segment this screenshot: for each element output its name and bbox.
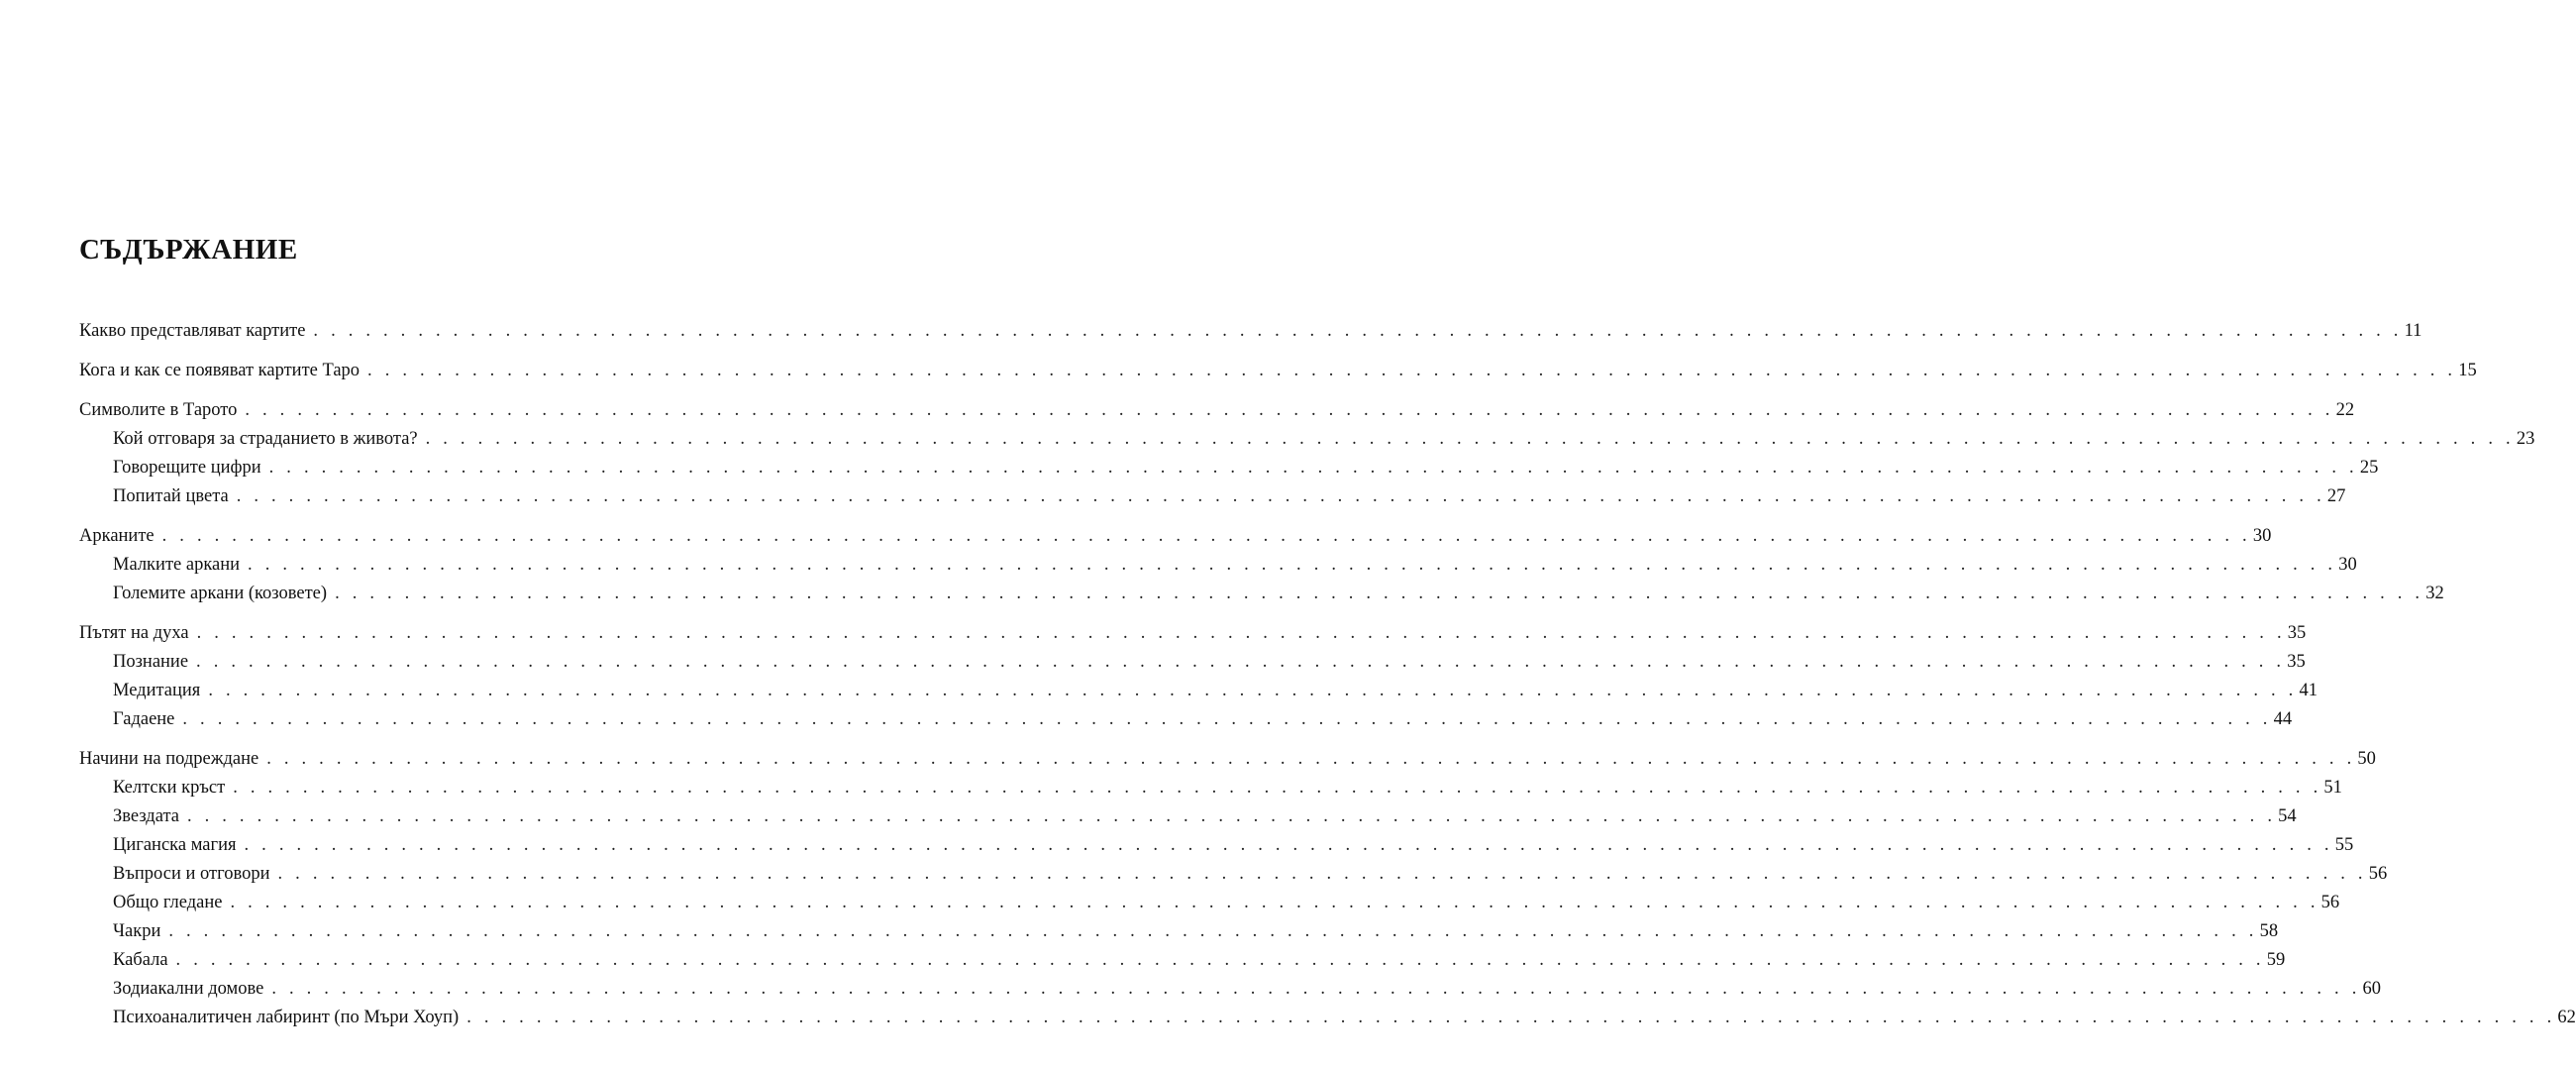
toc-page-number: 54 [2276,802,2297,831]
toc-subentry [79,831,2354,860]
toc-entry [79,745,2376,774]
dot-leader: . . . . . . . . . . . . . . . . . . . . . . . . . . . . . . . . . . . . . . . . . . . . . . . . . . . . . . . . . . . . . . . . . . . . . . . . . . . . . . . . . . . . . . . . . . . . . . . . . . . . . . . . . . . . . . . . . . . . . . . . [277,864,2367,884]
toc-entry [79,522,2272,551]
dot-leader: . . . . . . . . . . . . . . . . . . . . . . . . . . . . . . . . . . . . . . . . . . . . . . . . . . . . . . . . . . . . . . . . . . . . . . . . . . . . . . . . . . . . . . . . . . . . . . . . . . . . . . . . . . . . . . . . . . . . . . . . [196,623,2286,643]
toc-entry-label: Кабала [113,946,176,975]
toc-subentry [79,425,2535,454]
toc-subentry [79,1004,2576,1032]
dot-leader: . . . . . . . . . . . . . . . . . . . . . . . . . . . . . . . . . . . . . . . . . . . . . . . . . . . . . . . . . . . . . . . . . . . . . . . . . . . . . . . . . . . . . . . . . . . . . . . . . . . . . . . . . . . . . . . . . . . . . . . . [196,652,2286,672]
toc-page-number: 23 [2515,425,2535,454]
toc-subentry [79,648,2306,677]
toc-entry-label: Арканите [79,522,162,551]
toc-entry-label: Малките аркани [113,551,248,580]
dot-leader: . . . . . . . . . . . . . . . . . . . . . . . . . . . . . . . . . . . . . . . . . . . . . . . . . . . . . . . . . . . . . . . . . . . . . . . . . . . . . . . . . . . . . . . . . . . . . . . . . . . . . . . . . . . . . . . . . . . . . . . . [186,806,2277,826]
toc-subentry [79,454,2379,482]
table-of-contents [79,317,2576,1043]
toc-entry-label: Познание [113,648,196,677]
toc-section [79,357,2477,385]
toc-page-number: 44 [2272,705,2293,734]
toc-entry [79,317,2422,346]
toc-page-number: 60 [2361,975,2382,1004]
dot-leader: . . . . . . . . . . . . . . . . . . . . . . . . . . . . . . . . . . . . . . . . . . . . . . . . . . . . . . . . . . . . . . . . . . . . . . . . . . . . . . . . . . . . . . . . . . . . . . . . . . . . . . . . . . . . . . . . . . . . . . . . [208,681,2298,700]
toc-subentry [79,946,2286,975]
dot-leader: . . . . . . . . . . . . . . . . . . . . . . . . . . . . . . . . . . . . . . . . . . . . . . . . . . . . . . . . . . . . . . . . . . . . . . . . . . . . . . . . . . . . . . . . . . . . . . . . . . . . . . . . . . . . . . . . . . . . . . . . [271,979,2361,999]
toc-page-number: 32 [2423,580,2444,608]
toc-subentry [79,551,2357,580]
toc-subentry [79,677,2318,705]
toc-entry-label: Символите в Тарото [79,396,245,425]
toc-entry-label: Въпроси и отговори [113,860,278,889]
toc-entry-label: Психоаналитичен лабиринт (по Мъри Хоуп) [113,1004,466,1032]
dot-leader: . . . . . . . . . . . . . . . . . . . . . . . . . . . . . . . . . . . . . . . . . . . . . . . . . . . . . . . . . . . . . . . . . . . . . . . . . . . . . . . . . . . . . . . . . . . . . . . . . . . . . . . . . . . . . . . . . . . . . . . . [335,584,2424,603]
toc-page-number: 30 [2251,522,2272,551]
toc-entry [79,619,2307,648]
page-title: СЪДЪРЖАНИЕ [79,234,298,266]
dot-leader: . . . . . . . . . . . . . . . . . . . . . . . . . . . . . . . . . . . . . . . . . . . . . . . . . . . . . . . . . . . . . . . . . . . . . . . . . . . . . . . . . . . . . . . . . . . . . . . . . . . . . . . . . . . . . . . . . . . . . . . . [233,778,2322,798]
toc-page-number: 35 [2285,648,2306,677]
toc-entry-label: Пътят на духа [79,619,197,648]
toc-page-number: 25 [2358,454,2379,482]
dot-leader: . . . . . . . . . . . . . . . . . . . . . . . . . . . . . . . . . . . . . . . . . . . . . . . . . . . . . . . . . . . . . . . . . . . . . . . . . . . . . . . . . . . . . . . . . . . . . . . . . . . . . . . . . . . . . . . . . . . . . . . . [313,321,2403,341]
toc-subentry [79,917,2279,946]
dot-leader: . . . . . . . . . . . . . . . . . . . . . . . . . . . . . . . . . . . . . . . . . . . . . . . . . . . . . . . . . . . . . . . . . . . . . . . . . . . . . . . . . . . . . . . . . . . . . . . . . . . . . . . . . . . . . . . . . . . . . . . . [248,555,2337,575]
toc-entry-label: Кой отговаря за страданието в живота? [113,425,426,454]
toc-entry-label: Какво представляват картите [79,317,313,346]
toc-entry [79,357,2477,385]
toc-page-number: 55 [2333,831,2354,860]
toc-page-number: 30 [2336,551,2357,580]
toc-subentry [79,482,2346,511]
toc-entry-label: Кога и как се появяват картите Таро [79,357,367,385]
dot-leader: . . . . . . . . . . . . . . . . . . . . . . . . . . . . . . . . . . . . . . . . . . . . . . . . . . . . . . . . . . . . . . . . . . . . . . . . . . . . . . . . . . . . . . . . . . . . . . . . . . . . . . . . . . . . . . . . . . . . . . . . [175,950,2265,970]
toc-subentry [79,860,2388,889]
dot-leader: . . . . . . . . . . . . . . . . . . . . . . . . . . . . . . . . . . . . . . . . . . . . . . . . . . . . . . . . . . . . . . . . . . . . . . . . . . . . . . . . . . . . . . . . . . . . . . . . . . . . . . . . . . . . . . . . . . . . . . . . [425,429,2515,449]
toc-subentry [79,889,2340,917]
dot-leader: . . . . . . . . . . . . . . . . . . . . . . . . . . . . . . . . . . . . . . . . . . . . . . . . . . . . . . . . . . . . . . . . . . . . . . . . . . . . . . . . . . . . . . . . . . . . . . . . . . . . . . . . . . . . . . . . . . . . . . . . [161,526,2251,546]
toc-entry-label: Чакри [113,917,168,946]
toc-subentry [79,580,2444,608]
toc-entry-label: Говорещите цифри [113,454,269,482]
toc-page-number: 58 [2258,917,2279,946]
toc-entry-label: Келтски кръст [113,774,233,802]
toc-subentry [79,774,2342,802]
toc-section [79,317,2422,346]
toc-section [79,745,2576,1032]
toc-entry-label: Начини на подреждане [79,745,266,774]
toc-subentry [79,705,2293,734]
toc-page-number: 59 [2265,946,2286,975]
toc-entry-label: Големите аркани (козовете) [113,580,335,608]
toc-entry-label: Звездата [113,802,187,831]
toc-page-number: 35 [2286,619,2307,648]
dot-leader: . . . . . . . . . . . . . . . . . . . . . . . . . . . . . . . . . . . . . . . . . . . . . . . . . . . . . . . . . . . . . . . . . . . . . . . . . . . . . . . . . . . . . . . . . . . . . . . . . . . . . . . . . . . . . . . . . . . . . . . . [266,749,2356,769]
dot-leader: . . . . . . . . . . . . . . . . . . . . . . . . . . . . . . . . . . . . . . . . . . . . . . . . . . . . . . . . . . . . . . . . . . . . . . . . . . . . . . . . . . . . . . . . . . . . . . . . . . . . . . . . . . . . . . . . . . . . . . . . [367,361,2457,380]
toc-entry-label: Медитация [113,677,208,705]
toc-entry-label: Зодиакални домове [113,975,271,1004]
toc-section [79,522,2444,608]
toc-entry-label: Попитай цвета [113,482,237,511]
toc-page-number: 27 [2325,482,2346,511]
toc-subentry [79,975,2382,1004]
toc-page-number: 56 [2367,860,2388,889]
toc-page-number: 15 [2456,357,2477,385]
toc-page-number: 41 [2298,677,2318,705]
dot-leader: . . . . . . . . . . . . . . . . . . . . . . . . . . . . . . . . . . . . . . . . . . . . . . . . . . . . . . . . . . . . . . . . . . . . . . . . . . . . . . . . . . . . . . . . . . . . . . . . . . . . . . . . . . . . . . . . . . . . . . . . [236,486,2325,506]
toc-section [79,619,2318,734]
toc-page-number: 56 [2319,889,2340,917]
toc-page-number: 51 [2321,774,2342,802]
toc-page-number: 22 [2334,396,2355,425]
toc-page-number: 62 [2555,1004,2576,1032]
toc-page-number: 50 [2355,745,2376,774]
toc-entry-label: Гадаене [113,705,182,734]
toc-page-number: 11 [2403,317,2422,346]
toc-entry-label: Общо гледане [113,889,230,917]
dot-leader: . . . . . . . . . . . . . . . . . . . . . . . . . . . . . . . . . . . . . . . . . . . . . . . . . . . . . . . . . . . . . . . . . . . . . . . . . . . . . . . . . . . . . . . . . . . . . . . . . . . . . . . . . . . . . . . . . . . . . . . . [268,458,2358,478]
dot-leader: . . . . . . . . . . . . . . . . . . . . . . . . . . . . . . . . . . . . . . . . . . . . . . . . . . . . . . . . . . . . . . . . . . . . . . . . . . . . . . . . . . . . . . . . . . . . . . . . . . . . . . . . . . . . . . . . . . . . . . . . [244,835,2333,855]
dot-leader: . . . . . . . . . . . . . . . . . . . . . . . . . . . . . . . . . . . . . . . . . . . . . . . . . . . . . . . . . . . . . . . . . . . . . . . . . . . . . . . . . . . . . . . . . . . . . . . . . . . . . . . . . . . . . . . . . . . . . . . . [182,709,2272,729]
toc-subentry [79,802,2297,831]
dot-leader: . . . . . . . . . . . . . . . . . . . . . . . . . . . . . . . . . . . . . . . . . . . . . . . . . . . . . . . . . . . . . . . . . . . . . . . . . . . . . . . . . . . . . . . . . . . . . . . . . . . . . . . . . . . . . . . . . . . . . . . . [168,921,2258,941]
toc-section [79,396,2535,511]
dot-leader: . . . . . . . . . . . . . . . . . . . . . . . . . . . . . . . . . . . . . . . . . . . . . . . . . . . . . . . . . . . . . . . . . . . . . . . . . . . . . . . . . . . . . . . . . . . . . . . . . . . . . . . . . . . . . . . . . . . . . . . . [245,400,2334,420]
dot-leader: . . . . . . . . . . . . . . . . . . . . . . . . . . . . . . . . . . . . . . . . . . . . . . . . . . . . . . . . . . . . . . . . . . . . . . . . . . . . . . . . . . . . . . . . . . . . . . . . . . . . . . . . . . . . . . . . . . . . . . . . [230,893,2319,912]
toc-entry-label: Циганска магия [113,831,245,860]
dot-leader: . . . . . . . . . . . . . . . . . . . . . . . . . . . . . . . . . . . . . . . . . . . . . . . . . . . . . . . . . . . . . . . . . . . . . . . . . . . . . . . . . . . . . . . . . . . . . . . . . . . . . . . . . . . . . . . . . . . . . . . . [466,1008,2556,1027]
toc-entry [79,396,2355,425]
